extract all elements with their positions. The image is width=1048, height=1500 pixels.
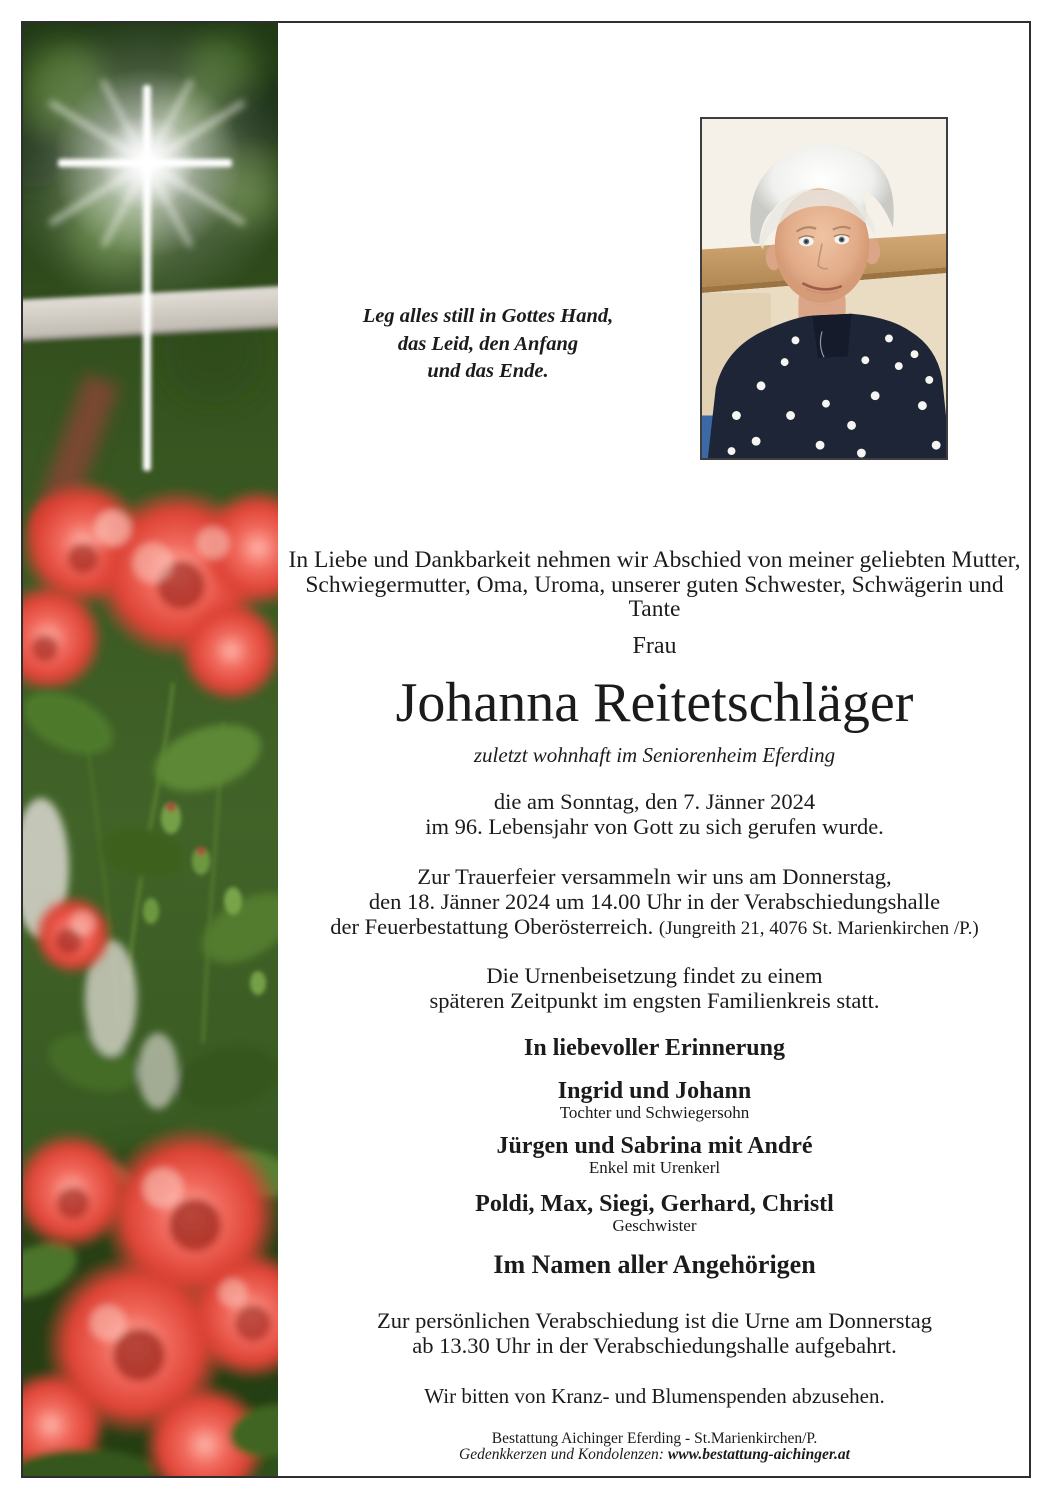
mourner-relation: Enkel mit Urenkerl bbox=[588, 1158, 721, 1177]
quote-line: das Leid, den Anfang bbox=[397, 332, 579, 355]
funeral-line bbox=[278, 914, 1031, 941]
quote-line: Leg alles still in Gottes Hand, bbox=[362, 305, 614, 327]
urn-burial-info bbox=[278, 963, 1031, 1013]
family-closing: Im Namen aller Angehörigen bbox=[493, 1250, 816, 1279]
viewing-info bbox=[278, 1308, 1031, 1358]
urn-line: späteren Zeitpunkt im engsten Familienkreis statt. bbox=[429, 988, 880, 1013]
mourner-names: Poldi, Max, Siegi, Gerhard, Christl bbox=[475, 1191, 834, 1217]
mourner-names: Ingrid und Johann bbox=[557, 1078, 752, 1104]
condolence-url: www.bestattung-aichinger.at bbox=[667, 1446, 850, 1463]
funeral-line: Zur Trauerfeier versammeln wir uns am Donnerstag, bbox=[417, 864, 892, 889]
urn-line: Die Urnenbeisetzung findet zu einem bbox=[486, 963, 823, 988]
mourner-names: Jürgen und Sabrina mit André bbox=[496, 1133, 813, 1159]
mourner-group bbox=[278, 1191, 1031, 1235]
memorial-photo-strip bbox=[23, 23, 278, 1476]
death-line: im 96. Lebensjahr von Gott zu sich gerufen wurde. bbox=[425, 814, 884, 839]
mourner-group bbox=[278, 1133, 1031, 1177]
intro-line: Schwiegermutter, Oma, Uroma, unserer guten Schwester, Schwägerin und Tante bbox=[305, 571, 1004, 622]
funeral-info bbox=[278, 864, 1031, 941]
condolence-label: Gedenkkerzen und Kondolenzen: bbox=[459, 1446, 664, 1463]
intro-line: In Liebe und Dankbarkeit nehmen wir Abschied von meiner geliebten Mutter, bbox=[288, 547, 1021, 573]
condolence-line bbox=[278, 1447, 1031, 1463]
donation-note: Wir bitten von Kranz- und Blumenspenden abzusehen. bbox=[424, 1384, 885, 1408]
funeral-place: der Feuerbestattung Oberösterreich. bbox=[330, 914, 654, 939]
mourner-relation: Geschwister bbox=[612, 1216, 697, 1235]
viewing-line: ab 13.30 Uhr in der Verabschiedungshalle aufgebahrt. bbox=[412, 1333, 897, 1358]
viewing-line: Zur persönlichen Verabschiedung ist die Urne am Donnerstag bbox=[376, 1308, 933, 1333]
funeral-home-footer bbox=[278, 1431, 1031, 1463]
deceased-residence: zuletzt wohnhaft im Seniorenheim Eferding bbox=[473, 743, 836, 767]
death-line: die am Sonntag, den 7. Jänner 2024 bbox=[493, 789, 816, 814]
portrait-photo bbox=[700, 117, 948, 460]
salutation: Frau bbox=[632, 633, 677, 659]
death-notice bbox=[278, 789, 1031, 839]
memorial-quote bbox=[298, 303, 678, 386]
funeral-line: den 18. Jänner 2024 um 14.00 Uhr in der Verabschiedungshalle bbox=[368, 889, 941, 914]
funeral-home-name: Bestattung Aichinger Eferding - St.Marienkirchen/P. bbox=[491, 1430, 818, 1447]
deceased-name: Johanna Reitetschläger bbox=[395, 672, 914, 734]
portrait-of-deceased bbox=[702, 119, 946, 458]
quote-line: und das Ende. bbox=[427, 360, 549, 382]
funeral-address: (Jungreith 21, 4076 St. Marienkirchen /P.) bbox=[658, 918, 979, 939]
mourner-relation: Tochter und Schwiegersohn bbox=[559, 1103, 750, 1122]
remembrance-heading: In liebevoller Erinnerung bbox=[524, 1035, 785, 1061]
roses-cross-photo bbox=[23, 23, 278, 1476]
mourner-group bbox=[278, 1078, 1031, 1122]
intro-text bbox=[278, 548, 1031, 622]
